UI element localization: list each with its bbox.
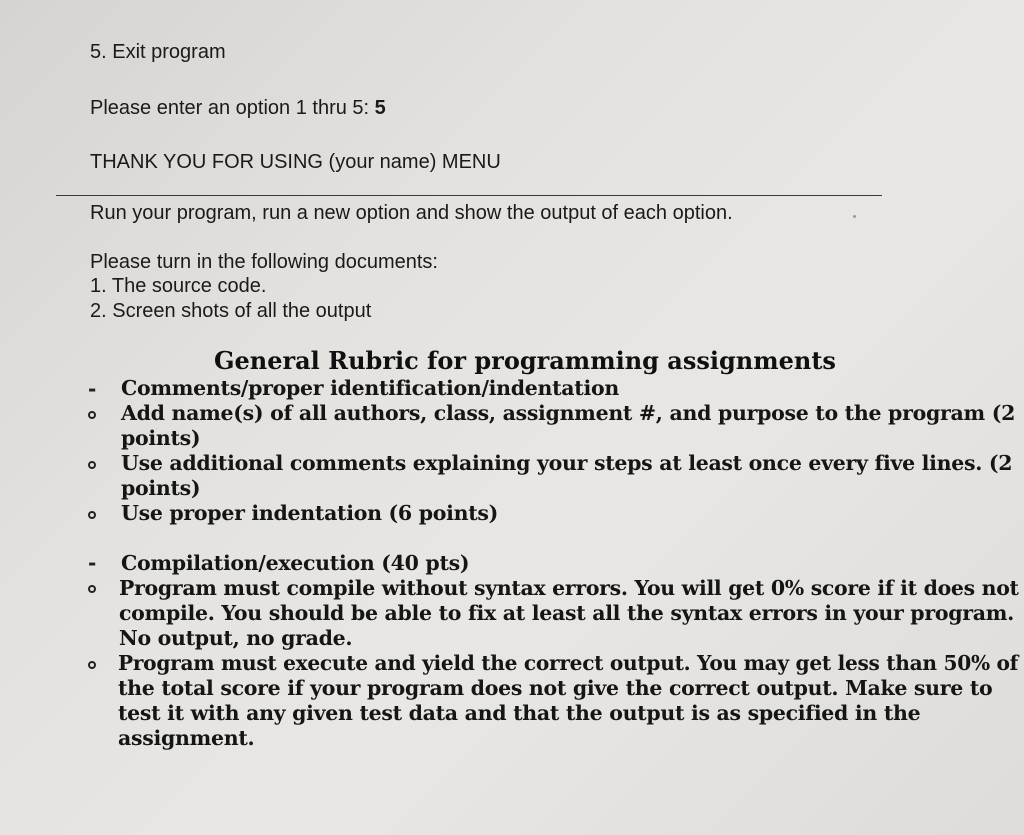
prompt-line [90,97,386,120]
rubric-item-1-2-line-2: points) [121,476,201,500]
thank-you-text: THANK YOU FOR USING (your name) MENU [90,151,501,173]
run-instructions: Run your program, run a new option and show the output of each option. [90,202,733,224]
rubric-item-1-1-line-2: points) [121,426,201,450]
rubric-item-2-1-line-1: Program must compile without syntax errors. You will get 0% score if it does not [119,576,1019,600]
circle-bullet [88,585,96,593]
rubric-item-1-3-line-1: Use proper indentation (6 points) [121,501,499,525]
dash-bullet: - [88,377,97,401]
circle-bullet [88,511,96,519]
rubric-item-2-2-line-3: test it with any given test data and that the output is as specified in the [118,701,921,725]
prompt-text: Please enter an option 1 thru 5: [90,97,370,119]
rubric-item-1-1-line-1: Add name(s) of all authors, class, assignment #, and purpose to the program (2 [121,401,1016,425]
circle-bullet [88,461,96,469]
dash-bullet: - [88,551,97,575]
turn-in-item-1: 1. The source code. [90,275,267,297]
prompt-value: 5 [374,97,386,119]
rubric-item-2-2-line-2: the total score if your program does not give the correct output. Make sure to [118,676,993,700]
circle-bullet [88,411,96,419]
turn-in-item-2: 2. Screen shots of all the output [90,300,372,322]
rubric-section-1-heading: Comments/proper identification/indentation [121,376,619,400]
rubric-item-2-2-line-1: Program must execute and yield the correct output. You may get less than 50% of [118,651,1019,675]
speck-mark [853,215,856,218]
circle-bullet [88,661,96,669]
rubric-item-2-1-line-2: compile. You should be able to fix at least all the syntax errors in your program. [119,601,1014,625]
exit-option-text: 5. Exit program [90,41,226,63]
rubric-item-2-2-line-4: assignment. [118,726,255,750]
rubric-section-2-heading: Compilation/execution (40 pts) [121,551,470,575]
section-divider [56,195,882,196]
rubric-item-1-2-line-1: Use additional comments explaining your steps at least once every five lines. (2 [121,451,1013,475]
turn-in-heading: Please turn in the following documents: [90,251,438,273]
rubric-title: General Rubric for programming assignments [214,346,836,375]
rubric-item-2-1-line-3: No output, no grade. [119,626,353,650]
